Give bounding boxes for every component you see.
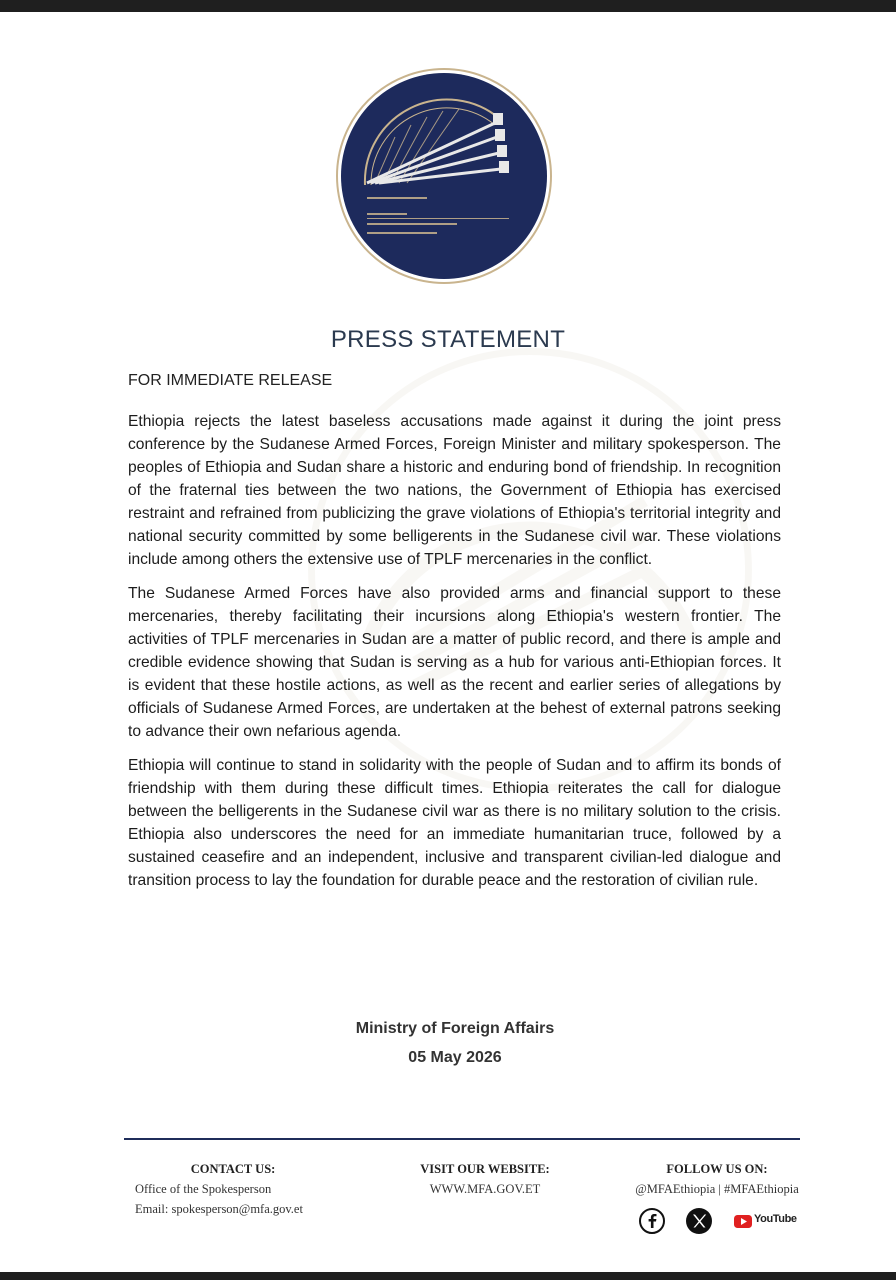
release-line: FOR IMMEDIATE RELEASE [128,372,333,389]
signatory: Ministry of Foreign Affairs [355,1020,555,1037]
follow-heading: FOLLOW US ON: [666,1162,768,1176]
ministry-seal-icon [335,67,553,285]
contact-block [135,1159,331,1219]
paragraph-3: Ethiopia will continue to stand in solidarity with the people of Sudan and to affirm its bonds of friendship with them during these difficult times. Ethiopia reiterates the call for dialogue between the belligerents in the Sudanese civil war as there is no military solution to the crisis. Ethiopia also underscores the need for an immediate humanitarian truce, followed by a sustained ceasefire and an independent, inclusive and transparent civilian-led dialogue and transition process to lay the foundation for durable peace and the restoration of civilian rule. [128,757,781,889]
contact-office: Office of the Spokesperson [135,1182,272,1196]
x-icon[interactable] [686,1208,712,1234]
statement-date: 05 May 2026 [408,1049,502,1066]
youtube-icon[interactable] [734,1215,752,1228]
social-handles: @MFAEthiopia | #MFAEthiopia [635,1182,799,1196]
youtube-label[interactable]: YouTube [754,1213,797,1225]
paragraph-2: The Sudanese Armed Forces have also provided arms and financial support to these mercenaries, thereby facilitating their incursions along Ethiopia's western frontier. The activities of TPLF mercenaries in Sudan are a matter of public record, and there is ample and credible evidence showing that Sudan is serving as a hub for various anti-Ethiopian forces. It is evident that these hostile actions, as well as the recent and earlier series of allegations by officials of Sudanese Armed Forces, are undertaken at the behest of external patrons seeking to advance their own nefarious agenda. [128,585,781,740]
follow-block [622,1159,812,1199]
top-border [0,0,896,12]
contact-email[interactable]: Email: spokesperson@mfa.gov.et [135,1202,303,1216]
statement-body [128,410,781,903]
website-link[interactable]: WWW.MFA.GOV.ET [429,1182,541,1196]
footer-divider [124,1138,800,1140]
paragraph-1: Ethiopia rejects the latest baseless accusations made against it during the joint press conference by the Sudanese Armed Forces, Foreign Minister and military spokesperson. The peoples of Ethiopia and Sudan share a historic and enduring bond of friendship. In recognition of the fraternal ties between the two nations, the Government of Ethiopia has exercised restraint and refrained from publicizing the grave violations of Ethiopia's territorial integrity and national security committed by some belligerents in the Sudanese civil war. These violations include among others the extensive use of TPLF mercenaries in the conflict. [128,413,781,568]
facebook-icon[interactable] [640,1209,664,1233]
page-title: PRESS STATEMENT [330,326,566,353]
contact-heading: CONTACT US: [190,1162,276,1176]
website-heading: VISIT OUR WEBSITE: [420,1162,550,1176]
website-block [418,1159,552,1199]
bottom-border [0,1272,896,1280]
